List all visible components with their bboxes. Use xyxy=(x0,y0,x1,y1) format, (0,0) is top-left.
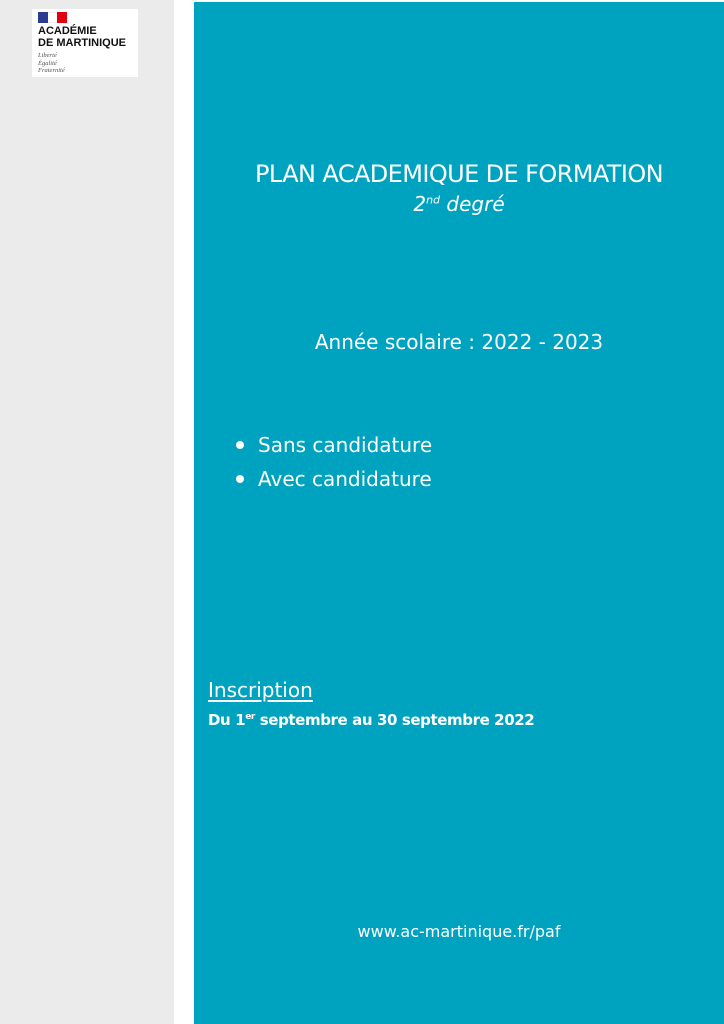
page-title: PLAN ACADEMIQUE DE FORMATION xyxy=(255,160,663,188)
school-year: Année scolaire : 2022 - 2023 xyxy=(314,330,604,354)
registration-options xyxy=(236,428,432,496)
website-link[interactable]: www.ac-martinique.fr/paf xyxy=(357,922,561,941)
inscription-superscript: er xyxy=(245,712,255,722)
bullet-icon xyxy=(236,475,244,483)
subtitle-superscript: nd xyxy=(426,193,441,207)
academie-logo xyxy=(32,9,138,77)
list-item xyxy=(236,428,432,462)
list-item xyxy=(236,462,432,496)
left-margin-strip xyxy=(0,0,174,1024)
inscription-dates xyxy=(208,711,534,729)
inscription-prefix: Du 1 xyxy=(208,711,246,729)
french-flag-icon xyxy=(38,12,67,23)
cover-panel xyxy=(194,2,724,1024)
inscription-heading: Inscription xyxy=(208,678,313,702)
subtitle-rest: degré xyxy=(440,192,505,216)
option-label: Avec candidature xyxy=(258,467,432,491)
bullet-icon xyxy=(236,441,244,449)
inscription-rest: septembre au 30 septembre 2022 xyxy=(254,711,535,729)
option-label: Sans candidature xyxy=(258,433,433,457)
page-subtitle xyxy=(194,192,724,216)
logo-motto: Liberté Égalité Fraternité xyxy=(38,52,65,74)
subtitle-number: 2 xyxy=(413,192,427,216)
logo-title: ACADÉMIE DE MARTINIQUE xyxy=(38,25,126,49)
